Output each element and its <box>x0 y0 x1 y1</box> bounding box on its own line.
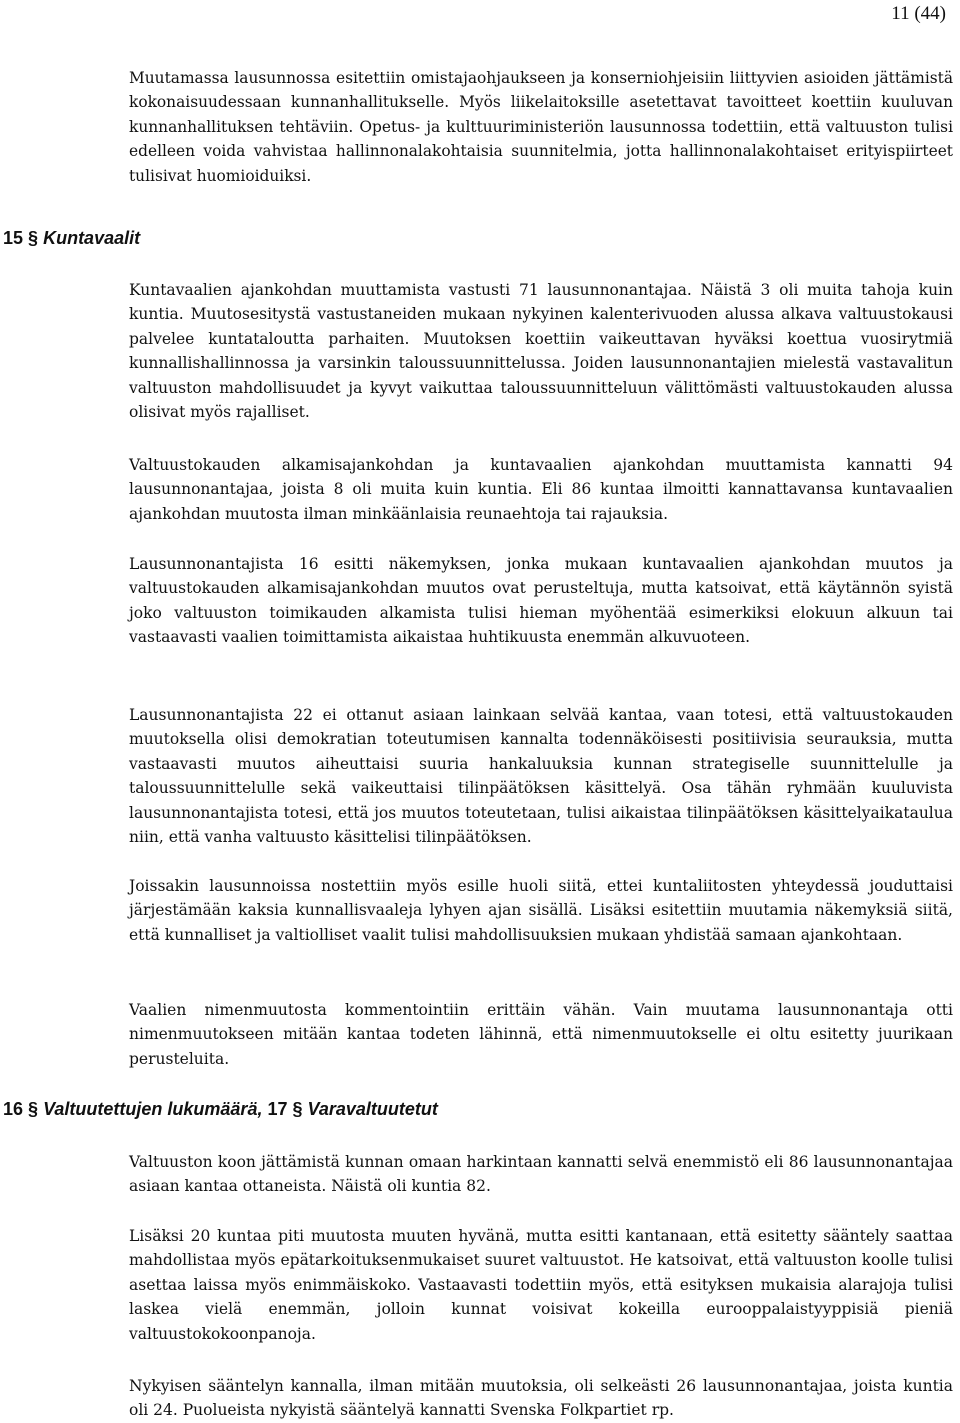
section-15-paragraph: Kuntavaalien ajankohdan muuttamista vastusti 71 lausunnonantajaa. Näistä 3 oli muita tahoja kuin kuntia. Muutosesitystä vastustaneiden mukaan nykyinen kalenterivuoden alussa alkava valtuustokausi palvelee kuntataloutta parhaiten. Muutoksen koettiin vaikeuttavan hyväksi koettua vuosirytmiä kunnallishallinnossa ja varsinkin taloussuunnittelussa. Joiden lausunnonantajien mielestä vastavalitun valtuuston mahdollisuudet ja kyvyt vaikuttaa taloussuunnitteluun välittömästi valtuustokauden alussa olisivat myös rajalliset. <box>129 281 953 422</box>
section-title: Valtuutettujen lukumäärä, <box>43 1099 263 1119</box>
section-number: 16 <box>3 1099 24 1119</box>
section-title: Kuntavaalit <box>43 228 141 248</box>
section-15-heading <box>3 228 140 249</box>
section-15-paragraph: Joissakin lausunnoissa nostettiin myös esille huoli siitä, ettei kuntaliitosten yhteydessä jouduttaisi järjestämään kaksia kunnallisvaaleja lyhyen ajan sisällä. Lisäksi esitettiin muutamia näkemyksiä siitä, että kunnalliset ja valtiolliset vaalit tulisi mahdollisuuksien mukaan yhdistää samaan ajankohtaan. <box>129 877 953 944</box>
intro-paragraph: Muutamassa lausunnossa esitettiin omistajaohjaukseen ja konserniohjeisiin liittyvien asioiden jättämistä kokonaisuudessaan kunnanhallitukselle. Myös liikelaitoksille asetettavat tavoitteet koettiin kuuluvan kunnanhallituksen tehtäviin. Opetus- ja kulttuuriministeriön lausunnossa todettiin, että valtuuston tulisi edelleen voida vahvistaa hallinnonalakohtaisia suunnitelmia, jotta hallinnonalakohtaiset erityispiirteet tulisivat huomioiduiksi. <box>129 69 953 185</box>
section-symbol: § <box>28 1099 39 1119</box>
section-15-paragraph: Vaalien nimenmuutosta kommentointiin erittäin vähän. Vain muutama lausunnonantaja otti nimenmuutokseen mitään kantaa todeten lähinnä, että nimenmuutokselle ei oltu esitetty juurikaan perusteluita. <box>129 1001 953 1068</box>
section-title: Varavaltuutetut <box>307 1099 438 1119</box>
section-number: 17 <box>267 1099 288 1119</box>
page-number: 11 (44) <box>891 3 946 24</box>
section-16-paragraph: Nykyisen sääntelyn kannalla, ilman mitään muutoksia, oli selkeästi 26 lausunnonantajaa, joista kuntia oli 24. Puolueista nykyistä sääntelyä kannatti Svenska Folkpartiet rp. <box>129 1377 953 1420</box>
section-symbol: § <box>28 228 39 248</box>
section-symbol: § <box>292 1099 303 1119</box>
section-number: 15 <box>3 228 24 248</box>
section-16-paragraph: Valtuuston koon jättämistä kunnan omaan harkintaan kannatti selvä enemmistö eli 86 lausunnonantajaa asiaan kantaa ottaneista. Näistä oli kuntia 82. <box>129 1153 953 1196</box>
section-15-paragraph: Valtuustokauden alkamisajankohdan ja kuntavaalien ajankohdan muuttamista kannatti 94 lausunnonantajaa, joista 8 oli muita kuin kuntia. Eli 86 kuntaa ilmoitti kannattavansa kuntavaalien ajankohdan muutosta ilman minkäänlaisia reunaehtoja tai rajauksia. <box>129 456 953 523</box>
section-16-paragraph: Lisäksi 20 kuntaa piti muutosta muuten hyvänä, mutta esitti kantanaan, että esitetty sääntely saattaa mahdollistaa myös epätarkoituksenmukaiset suuret valtuustot. He katsoivat, että valtuuston koolle tulisi asettaa laissa myös enimmäiskoko. Vastaavasti todettiin myös, että esityksen mukaisia alarajoja tulisi laskea vielä enemmän, jolloin kunnat voisivat kokeilla eurooppalaistyyppisiä pieniä valtuustokokoonpanoja. <box>129 1227 953 1343</box>
section-16-17-heading <box>3 1099 438 1120</box>
section-15-paragraph: Lausunnonantajista 16 esitti näkemyksen, jonka mukaan kuntavaalien ajankohdan muutos ja valtuustokauden alkamisajankohdan muutos ovat perusteltuja, mutta katsoivat, että käytännön syistä joko valtuuston toimikauden alkamista tulisi hieman myöhentää esimerkiksi elokuun alkuun tai vastaavasti vaalien toimittamista aikaistaa huhtikuusta enemmän alkuvuoteen. <box>129 555 953 647</box>
section-15-paragraph: Lausunnonantajista 22 ei ottanut asiaan lainkaan selvää kantaa, vaan totesi, että valtuustokauden muutoksella olisi demokratian toteutumisen kannalta todennäköisesti positiivisia seurauksia, mutta vastaavasti muutos aiheuttaisi suuria hankaluuksia kunnan strategiselle suunnittelulle ja taloussuunnittelulle sekä vaikeuttaisi tilinpäätöksen käsittelyä. Osa tähän ryhmään kuuluvista lausunnonantajista totesi, että jos muutos toteutetaan, tulisi aikaistaa tilinpäätöksen käsittelyaikataulua niin, että vanha valtuusto käsittelisi tilinpäätöksen. <box>129 706 953 847</box>
